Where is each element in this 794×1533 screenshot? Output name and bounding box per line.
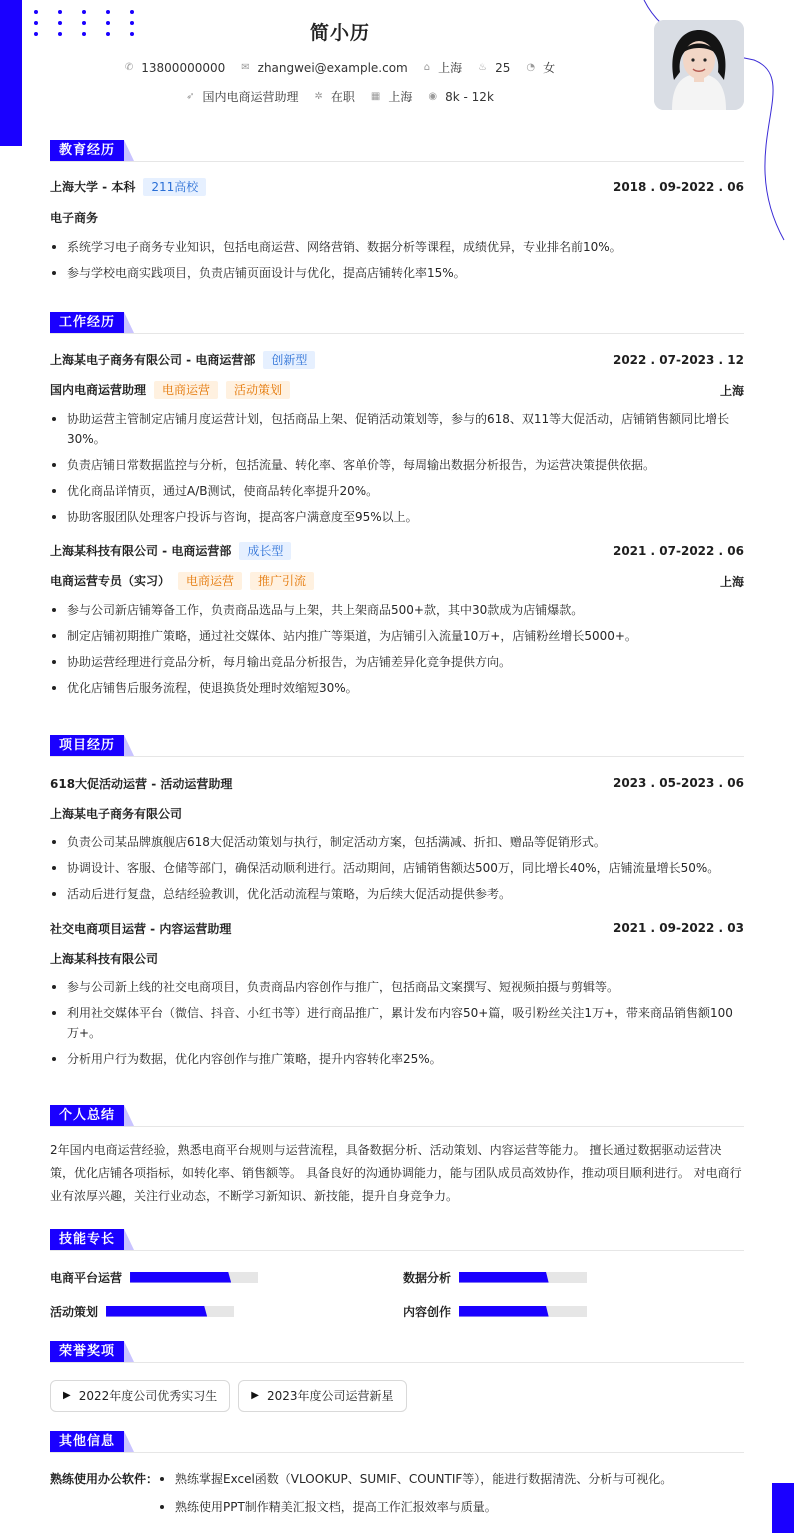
award-item xyxy=(50,1380,230,1412)
list-item: 协助客服团队处理客户投诉与咨询，提高客户满意度至95%以上。 xyxy=(50,507,744,527)
list-item: 活动后进行复盘，总结经验教训，优化活动流程与策略，为后续大促活动提供参考。 xyxy=(50,884,744,904)
skill-bar-fill xyxy=(459,1306,549,1317)
skill-item xyxy=(50,1266,403,1288)
job-intent-row xyxy=(50,88,630,105)
building-icon: ▦ xyxy=(370,91,381,102)
section-title-text: 技能专长 xyxy=(50,1229,124,1250)
skill-name: 数据分析 xyxy=(403,1270,452,1285)
work-role-row xyxy=(50,571,744,591)
project-bullets xyxy=(50,977,744,1069)
section-title-summary xyxy=(50,1104,744,1127)
school-name: 上海大学 - 本科 xyxy=(50,180,136,194)
office-skills-label: 熟练使用办公软件： xyxy=(50,1472,159,1486)
education-section xyxy=(50,139,744,289)
project-title: 618大促活动运营 - 活动运营助理 xyxy=(50,776,233,791)
mail-icon: ✉ xyxy=(241,62,250,73)
skill-bar xyxy=(130,1272,258,1283)
role-tag: 电商运营 xyxy=(178,572,242,590)
status-icon: ✲ xyxy=(314,91,323,102)
section-title-skills xyxy=(50,1228,744,1251)
project-section xyxy=(50,734,744,1075)
work-period: 2022 . 07-2023 . 12 xyxy=(612,353,744,367)
project-company-text: 上海某科技有限公司 xyxy=(50,951,159,966)
skills-section xyxy=(50,1228,744,1322)
school-tag: 211高校 xyxy=(143,178,206,196)
list-item: 协助运营经理进行竞品分析，每月输出竞品分析报告，为店铺差异化竞争提供方向。 xyxy=(50,652,744,672)
paper-plane-icon: ➶ xyxy=(186,91,195,102)
section-title-work xyxy=(50,311,744,334)
home-icon: ⌂ xyxy=(423,62,431,73)
work-bullets xyxy=(50,409,744,527)
skill-bar-fill xyxy=(106,1306,207,1317)
skill-name: 内容创作 xyxy=(403,1304,452,1319)
other-section xyxy=(50,1430,744,1525)
list-item: 制定店铺初期推广策略，通过社交媒体、站内推广等渠道，为店铺引入流量10万+，店铺粉丝增长5000+。 xyxy=(50,626,744,646)
section-title-other xyxy=(50,1430,744,1453)
phone-icon: ✆ xyxy=(124,62,134,73)
skill-item xyxy=(50,1300,403,1322)
target-job-text: 国内电商运营助理 xyxy=(202,90,299,104)
award-item xyxy=(238,1380,406,1412)
major-text: 电子商务 xyxy=(50,210,99,225)
list-item: 协调设计、客服、仓储等部门，确保活动顺利进行。活动期间，店铺销售额达500万，同比增长40%，店铺流量增长50%。 xyxy=(50,858,744,878)
list-item: 参与公司新店铺筹备工作，负责商品选品与上架，共上架商品500+款，其中30款成为店铺爆款。 xyxy=(50,600,744,620)
avatar xyxy=(654,20,744,110)
work-city: 上海 xyxy=(719,574,744,589)
company-tag: 成长型 xyxy=(239,542,291,560)
salary-icon: ◉ xyxy=(428,91,438,102)
education-bullets xyxy=(50,237,744,283)
list-item: 优化商品详情页，通过A/B测试，使商品转化率提升20%。 xyxy=(50,481,744,501)
section-title-text: 个人总结 xyxy=(50,1105,124,1126)
project-company-text: 上海某电子商务有限公司 xyxy=(50,806,183,821)
email-item xyxy=(241,61,408,75)
awards-section xyxy=(50,1340,744,1412)
skill-name: 活动策划 xyxy=(50,1304,99,1319)
list-item: 协助运营主管制定店铺月度运营计划，包括商品上架、促销活动策划等，参与的618、双11等大促活动，店铺销售额同比增长30%。 xyxy=(50,409,744,449)
work-bullets xyxy=(50,600,744,698)
age-item xyxy=(478,61,510,75)
section-title-education xyxy=(50,139,744,162)
work-entry-head xyxy=(50,541,744,561)
list-item: 负责公司某品牌旗舰店618大促活动策划与执行，制定活动方案，包括满减、折扣、赠品等促销形式。 xyxy=(50,832,744,852)
status-text: 在职 xyxy=(330,90,355,104)
target-city-item xyxy=(371,88,412,105)
project-bullets xyxy=(50,832,744,904)
section-title-text: 教育经历 xyxy=(50,140,124,161)
salary-item xyxy=(428,90,494,104)
work-entry-head xyxy=(50,350,744,370)
basic-info-row xyxy=(50,59,630,76)
education-period: 2018 . 09-2022 . 06 xyxy=(612,180,744,194)
work-city: 上海 xyxy=(719,383,744,398)
salary-text: 8k - 12k xyxy=(445,89,494,104)
project-period: 2021 . 09-2022 . 03 xyxy=(612,921,744,935)
company-name: 上海某电子商务有限公司 - 电商运营部 xyxy=(50,353,256,367)
section-title-project xyxy=(50,734,744,757)
accent-bar-left xyxy=(0,0,22,146)
list-item: 负责店铺日常数据监控与分析，包括流量、转化率、客单价等，每周输出数据分析报告，为运营决策提供依据。 xyxy=(50,455,744,475)
city-item xyxy=(424,59,462,76)
project-company xyxy=(50,803,744,823)
project-title: 社交电商项目运营 - 内容运营助理 xyxy=(50,921,232,936)
list-item: 分析用户行为数据，优化内容创作与推广策略，提升内容转化率25%。 xyxy=(50,1049,744,1069)
company-tag: 创新型 xyxy=(263,351,315,369)
role-name: 国内电商运营助理 xyxy=(50,383,147,397)
skill-bar-fill xyxy=(130,1272,231,1283)
city-text: 上海 xyxy=(438,61,463,75)
list-item: 利用社交媒体平台（微信、抖音、小红书等）进行商品推广，累计发布内容50+篇，吸引粉丝关注1万+，带来商品销售额100万+。 xyxy=(50,1003,744,1043)
role-tag: 电商运营 xyxy=(154,381,218,399)
skill-item xyxy=(403,1300,744,1322)
role-name: 电商运营专员（实习） xyxy=(50,574,171,588)
office-skills-row xyxy=(50,1469,744,1525)
education-entry-head xyxy=(50,177,744,197)
role-tag: 活动策划 xyxy=(226,381,290,399)
email-text: zhangwei@example.com xyxy=(257,60,408,75)
skill-name: 电商平台运营 xyxy=(50,1270,123,1285)
cake-icon: ♨ xyxy=(478,62,488,73)
skill-bar-fill xyxy=(459,1272,549,1283)
section-title-text: 其他信息 xyxy=(50,1431,124,1452)
section-title-text: 荣誉奖项 xyxy=(50,1341,124,1362)
skills-grid xyxy=(50,1266,744,1322)
list-item: 参与学校电商实践项目，负责店铺页面设计与优化，提高店铺转化率15%。 xyxy=(50,263,744,283)
resume-header xyxy=(50,18,630,105)
status-item xyxy=(315,88,355,105)
accent-bar-right xyxy=(772,1483,794,1533)
work-period: 2021 . 07-2022 . 06 xyxy=(612,544,744,558)
major xyxy=(50,207,744,227)
section-title-text: 工作经历 xyxy=(50,312,124,333)
summary-section xyxy=(50,1104,744,1208)
list-item: 熟练掌握Excel函数（VLOOKUP、SUMIF、COUNTIF等），能进行数据清洗、分析与可视化。 xyxy=(158,1469,672,1489)
project-company xyxy=(50,948,744,968)
work-section xyxy=(50,311,744,704)
role-tag: 推广引流 xyxy=(250,572,314,590)
company-name: 上海某科技有限公司 - 电商运营部 xyxy=(50,544,232,558)
target-city-text: 上海 xyxy=(388,90,413,104)
gender-text: 女 xyxy=(543,61,556,75)
gender-icon: ◔ xyxy=(526,62,536,73)
play-triangle-icon: ▶ xyxy=(63,1390,71,1401)
section-title-awards xyxy=(50,1340,744,1363)
list-item: 熟练使用PPT制作精美汇报文档，提高工作汇报效率与质量。 xyxy=(158,1497,672,1517)
age-text: 25 xyxy=(495,60,511,75)
office-skills-list xyxy=(158,1469,672,1525)
work-role-row xyxy=(50,380,744,400)
project-period: 2023 . 05-2023 . 06 xyxy=(612,776,744,790)
list-item: 参与公司新上线的社交电商项目，负责商品内容创作与推广，包括商品文案撰写、短视频拍摄与剪辑等。 xyxy=(50,977,744,997)
list-item: 系统学习电子商务专业知识，包括电商运营、网络营销、数据分析等课程，成绩优异，专业排名前10%。 xyxy=(50,237,744,257)
phone-item xyxy=(125,61,225,75)
summary-text: 2年国内电商运营经验，熟悉电商平台规则与运营流程，具备数据分析、活动策划、内容运营等能力。 擅长通过数据驱动运营决策，优化店铺各项指标，如转化率、销售额等。 具备良好的沟通协调能力，能与团队成员高效协作，推动项目顺利进行。 对电商行业有浓厚兴趣，关注行业动态，不断学习新知识、新技能，提升自身竞争力。 xyxy=(50,1143,742,1203)
skill-bar xyxy=(459,1306,587,1317)
candidate-name: 简小历 xyxy=(309,22,370,44)
project-entry-head xyxy=(50,918,744,938)
phone-text: 13800000000 xyxy=(141,60,226,75)
play-triangle-icon: ▶ xyxy=(251,1390,259,1401)
target-job-item xyxy=(186,88,298,105)
skill-item xyxy=(403,1266,744,1288)
project-entry-head xyxy=(50,773,744,793)
award-text: 2023年度公司运营新星 xyxy=(266,1389,394,1403)
list-item: 优化店铺售后服务流程，使退换货处理时效缩短30%。 xyxy=(50,678,744,698)
gender-item xyxy=(526,59,555,76)
award-text: 2022年度公司优秀实习生 xyxy=(78,1389,218,1403)
awards-list xyxy=(50,1380,744,1412)
skill-bar xyxy=(459,1272,587,1283)
skill-bar xyxy=(106,1306,234,1317)
section-title-text: 项目经历 xyxy=(50,735,124,756)
